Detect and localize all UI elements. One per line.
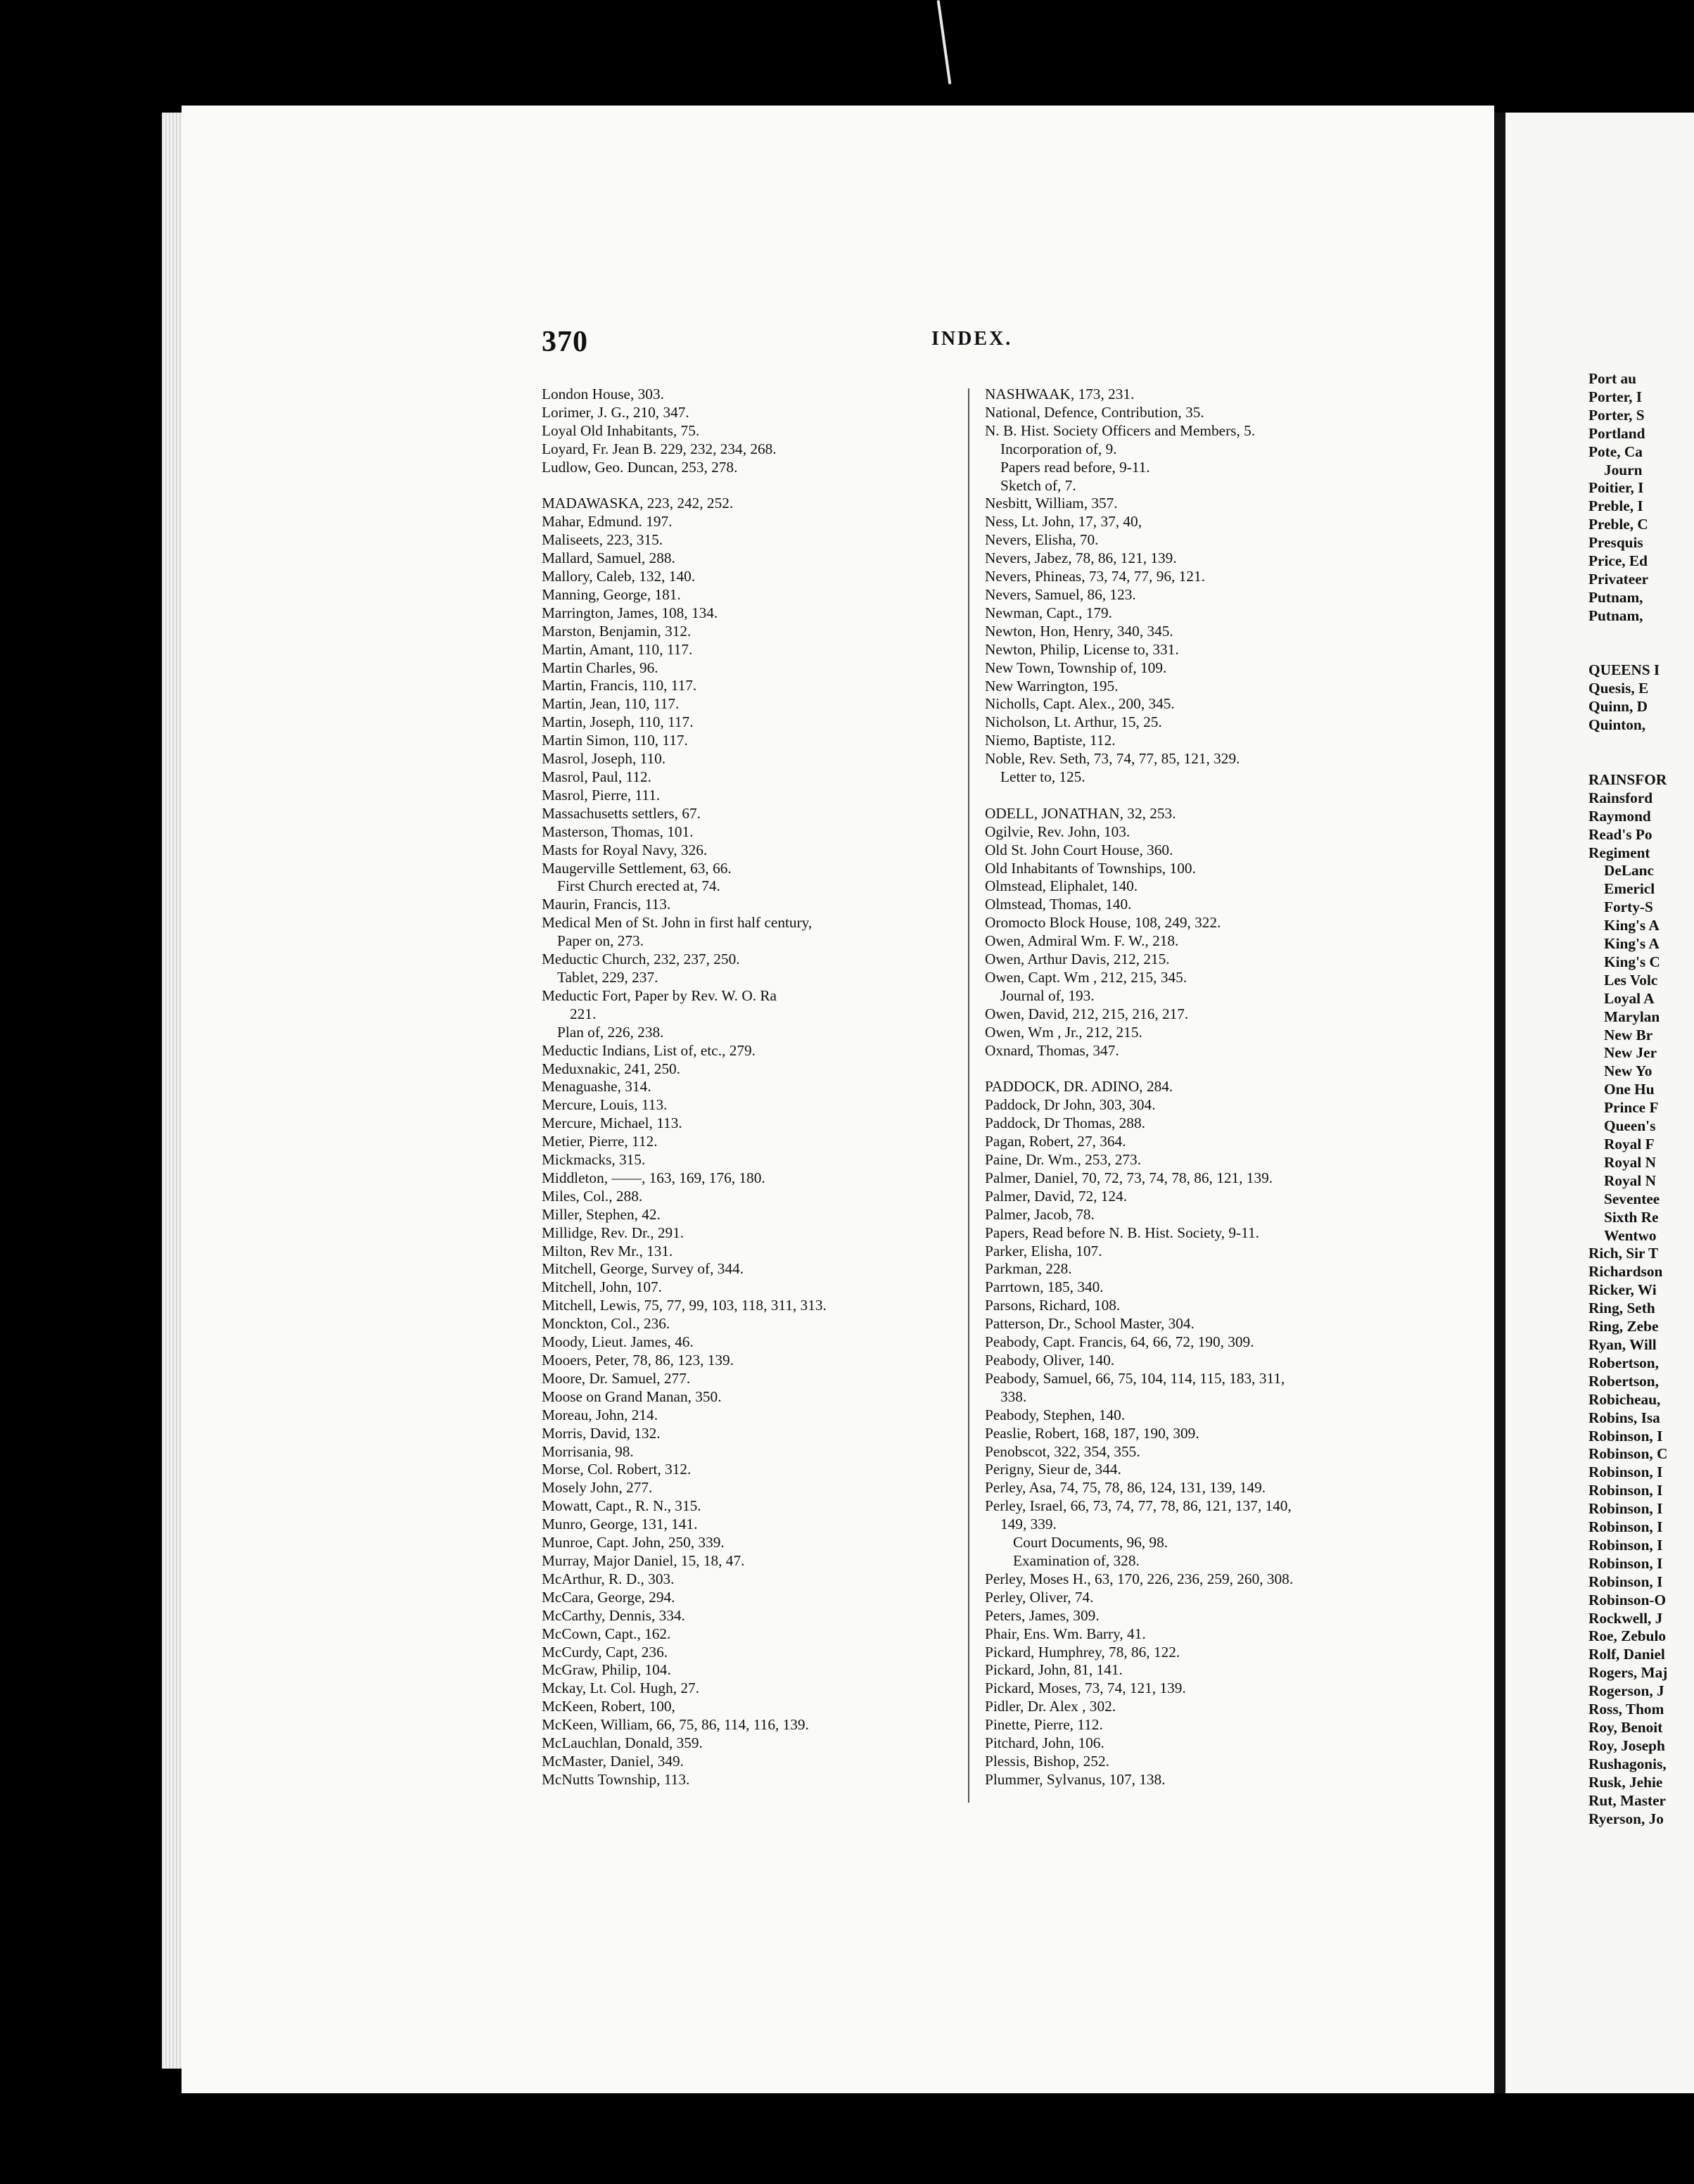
index-entry: Pickard, Humphrey, 78, 86, 122. [985,1643,1180,1661]
index-entry: Rushagonis, [1588,1755,1667,1772]
index-entry: Portland [1588,424,1645,442]
index-entry: National, Defence, Contribution, 35. [985,403,1204,421]
index-entry: DeLanc [1604,862,1654,880]
index-entry: Quinton, [1588,716,1646,734]
index-entry: Preble, I [1588,497,1643,515]
index-entry: Nesbitt, William, 357. [985,495,1118,512]
index-entry: Roy, Benoit [1588,1719,1663,1736]
index-entry: Rogers, Maj [1588,1664,1668,1682]
index-entry: Perley, Asa, 74, 75, 78, 86, 124, 131, 139, 149. [985,1479,1266,1497]
index-entry: Peabody, Samuel, 66, 75, 104, 114, 115, 183, 311, [985,1369,1285,1387]
index-entry: Nevers, Samuel, 86, 123. [985,585,1136,603]
index-entry: Phair, Ens. Wm. Barry, 41. [985,1625,1146,1642]
index-entry: Mickmacks, 315. [542,1151,646,1169]
index-entry: Miller, Stephen, 42. [542,1205,661,1223]
index-entry: Plan of, 226, 238. [557,1023,664,1041]
index-entry: Robinson-O [1588,1591,1667,1608]
index-entry: Rich, Sir T [1588,1245,1659,1262]
index-entry: Rolf, Daniel [1588,1646,1665,1663]
index-entry [985,1060,1435,1079]
index-entry: Loyal Old Inhabitants, 75. [542,421,700,439]
index-entry: Parkman, 228. [985,1260,1072,1278]
index-entry: Owen, Capt. Wm , 212, 215, 345. [985,968,1187,986]
index-entry: Monckton, Col., 236. [542,1315,670,1333]
index-entry: Mooers, Peter, 78, 86, 123, 139. [542,1352,734,1369]
index-entry: Seventee [1604,1190,1660,1207]
index-entry: Robinson, I [1588,1500,1663,1518]
index-entry: Quesis, E [1588,680,1649,697]
index-entry: Journal of, 193. [1000,986,1095,1004]
index-entry: Pidler, Dr. Alex , 302. [985,1698,1116,1715]
index-entry: Mowatt, Capt., R. N., 315. [542,1497,701,1515]
index-entry: Patterson, Dr., School Master, 304. [985,1315,1195,1333]
index-entry: Paddock, Dr Thomas, 288. [985,1115,1145,1132]
index-entry: Palmer, Daniel, 70, 72, 73, 74, 78, 86, 121, 139. [985,1169,1273,1186]
index-entry: Olmstead, Thomas, 140. [985,896,1132,913]
index-entry: Mitchell, Lewis, 75, 77, 99, 103, 118, 311, 313. [542,1297,827,1314]
index-entry: Palmer, David, 72, 124. [985,1187,1128,1205]
page-edge-shadow [162,113,183,2069]
index-entry: Pickard, Moses, 73, 74, 121, 139. [985,1680,1186,1697]
index-entry: 338. [1000,1388,1027,1405]
index-entry: Morrisania, 98. [542,1442,634,1460]
index-entry [1588,626,1694,644]
index-entry: Roy, Joseph [1588,1737,1665,1754]
index-entry: Marrington, James, 108, 134. [542,604,718,621]
index-entry: Martin, Amant, 110, 117. [542,640,693,658]
index-entry: Millidge, Rev. Dr., 291. [542,1224,684,1241]
index-entry: Sketch of, 7. [1000,476,1076,494]
index-entry: Robinson, I [1588,1536,1663,1554]
index-entry: Read's Po [1588,825,1652,843]
index-entry: Emericl [1604,880,1655,898]
index-entry: Robins, Isa [1588,1409,1660,1426]
index-entry: Examination of, 328. [1013,1551,1140,1569]
index-entry: Marylan [1604,1008,1660,1025]
index-entry: Pickard, John, 81, 141. [985,1661,1123,1679]
index-entry: Papers read before, 9-11. [1000,458,1150,476]
index-entry: Martin, Francis, 110, 117. [542,677,697,694]
index-entry: Paper on, 273. [557,932,644,950]
index-entry: King's A [1604,935,1660,953]
index-entry: ODELL, JONATHAN, 32, 253. [985,804,1176,822]
index-entry: Medical Men of St. John in first half century, [542,914,813,932]
index-entry: 221. [570,1005,597,1022]
index-entry [985,787,1435,805]
index-entry: Newman, Capt., 179. [985,604,1112,621]
index-entry: Mercure, Michael, 113. [542,1115,682,1132]
index-entry: Middleton, ——, 163, 169, 176, 180. [542,1169,765,1186]
index-entry: Pinette, Pierre, 112. [985,1716,1103,1734]
index-entry: Martin, Jean, 110, 117. [542,695,680,713]
index-entry: Meductic Indians, List of, etc., 279. [542,1041,756,1059]
index-entry: Owen, Arthur Davis, 212, 215. [985,951,1170,968]
index-entry: New Jer [1604,1044,1657,1062]
index-entry: Putnam, [1588,607,1643,624]
index-entry: Privateer [1588,570,1649,588]
index-entry: Owen, Wm , Jr., 212, 215. [985,1023,1142,1041]
index-entry: Robinson, I [1588,1573,1663,1590]
index-entry: McCown, Capt., 162. [542,1625,671,1642]
index-entry: Martin, Joseph, 110, 117. [542,713,694,731]
index-entry: Ricker, Wi [1588,1281,1657,1299]
index-entry: King's A [1604,917,1660,934]
index-entry: Murray, Major Daniel, 15, 18, 47. [542,1551,745,1569]
index-entry: Plessis, Bishop, 252. [985,1752,1109,1770]
index-entry: King's C [1604,953,1660,970]
index-entry: Owen, Admiral Wm. F. W., 218. [985,932,1179,950]
index-entry: Paine, Dr. Wm., 253, 273. [985,1151,1142,1169]
index-entry: Old St. John Court House, 360. [985,841,1173,858]
index-entry: Royal N [1604,1172,1656,1189]
index-entry [1588,644,1694,662]
index-entry: Peters, James, 309. [985,1606,1100,1624]
index-entry [542,477,964,495]
index-entry: Pagan, Robert, 27, 364. [985,1133,1126,1150]
book-gutter [1494,113,1505,2097]
index-entry: Poitier, I [1588,479,1644,497]
index-entry: Masrol, Paul, 112. [542,768,651,786]
index-entry: Mallard, Samuel, 288. [542,550,675,567]
index-entry: Mahar, Edmund. 197. [542,513,673,531]
index-entry: Ring, Seth [1588,1300,1655,1317]
index-entry: Royal N [1604,1153,1656,1171]
index-entry: One Hu [1604,1081,1655,1098]
index-entry: Ryerson, Jo [1588,1810,1664,1827]
index-entry: Peaslie, Robert, 168, 187, 190, 309. [985,1424,1199,1442]
index-entry: Sixth Re [1604,1208,1659,1226]
index-entry: Moore, Dr. Samuel, 277. [542,1369,691,1387]
index-entry: Parsons, Richard, 108. [985,1297,1121,1314]
index-entry: 149, 339. [1000,1516,1057,1533]
scan-bottom-border [162,2093,1694,2184]
index-entry: McCarthy, Dennis, 334. [542,1606,685,1624]
index-entry: Quinn, D [1588,698,1648,716]
index-entry: Presquis [1588,534,1643,552]
index-entry: Masrol, Pierre, 111. [542,786,661,804]
index-entry: Owen, David, 212, 215, 216, 217. [985,1005,1189,1022]
index-entry: London House, 303. [542,386,664,402]
index-entry: Robinson, I [1588,1464,1663,1481]
index-entry: Loyard, Fr. Jean B. 229, 232, 234, 268. [542,440,777,457]
index-entry: Journ [1604,461,1643,478]
index-entry: Ryan, Will [1588,1335,1657,1353]
page-number: 370 [542,326,588,358]
index-entry: Parrtown, 185, 340. [985,1278,1104,1296]
index-entry: Martin Simon, 110, 117. [542,732,688,749]
index-entry: Palmer, Jacob, 78. [985,1205,1095,1223]
index-entry: Rusk, Jehie [1588,1773,1663,1791]
index-entry: McArthur, R. D., 303. [542,1570,675,1587]
index-column-right [985,386,1435,1789]
index-entry: Marston, Benjamin, 312. [542,622,692,640]
index-entry: Nevers, Phineas, 73, 74, 77, 96, 121. [985,568,1205,585]
index-entry: Royal F [1604,1136,1655,1153]
index-entry: Robertson, [1588,1372,1659,1390]
index-entry [1588,753,1694,771]
index-entry: Porter, I [1588,388,1643,405]
index-entry: Putnam, [1588,588,1643,606]
index-entry: Masrol, Joseph, 110. [542,750,666,768]
running-head: INDEX. [931,328,1013,350]
index-entry: Robertson, [1588,1354,1659,1371]
index-column-facing-page [1588,370,1694,1828]
index-entry: Tablet, 229, 237. [557,968,658,986]
index-entry: Porter, S [1588,406,1645,424]
index-entry: RAINSFOR [1588,770,1667,788]
index-entry: Masts for Royal Navy, 326. [542,841,708,858]
index-entry: Pitchard, John, 106. [985,1734,1104,1752]
index-entry: New Br [1604,1026,1653,1043]
index-entry: Price, Ed [1588,552,1648,570]
index-entry: Ogilvie, Rev. John, 103. [985,823,1131,840]
index-entry: Incorporation of, 9. [1000,440,1117,457]
index-entry: Mitchell, John, 107. [542,1278,662,1296]
index-entry: Prince F [1604,1099,1659,1117]
index-entry: Menaguashe, 314. [542,1078,651,1096]
index-entry: McCara, George, 294. [542,1588,675,1606]
index-entry: Regiment [1588,844,1650,861]
index-entry: Parker, Elisha, 107. [985,1242,1102,1259]
index-entry: Nicholson, Lt. Arthur, 15, 25. [985,713,1162,731]
index-entry: Robinson, I [1588,1518,1663,1536]
index-entry: QUEENS I [1588,661,1660,679]
index-entry: Robinson, I [1588,1427,1663,1445]
index-entry: McKeen, William, 66, 75, 86, 114, 116, 139. [542,1716,809,1734]
index-entry: Roe, Zebulo [1588,1627,1667,1645]
index-entry: First Church erected at, 74. [557,877,720,895]
index-entry: McLauchlan, Donald, 359. [542,1734,703,1752]
index-entry: Mercure, Louis, 113. [542,1096,668,1114]
index-entry: New Town, Township of, 109. [985,659,1167,676]
index-entry: Masterson, Thomas, 101. [542,823,694,840]
index-entry: Robinson, C [1588,1445,1668,1463]
index-entry: Newton, Philip, License to, 331. [985,640,1179,658]
index-entry: Miles, Col., 288. [542,1187,643,1205]
index-entry: Meductic Fort, Paper by Rev. W. O. Ra [542,986,777,1004]
index-entry: Oromocto Block House, 108, 249, 322. [985,914,1221,932]
index-entry: Pote, Ca [1588,443,1643,460]
index-entry: Munroe, Capt. John, 250, 339. [542,1534,725,1551]
index-entry: Olmstead, Eliphalet, 140. [985,877,1138,895]
index-entry: Perley, Oliver, 74. [985,1588,1094,1606]
index-entry: McCurdy, Capt, 236. [542,1643,668,1661]
index-entry: Munro, George, 131, 141. [542,1516,698,1533]
index-entry: Letter to, 125. [1000,768,1085,786]
index-entry: Rainsford [1588,789,1653,806]
index-entry: Wentwo [1604,1226,1657,1244]
index-entry: Paddock, Dr John, 303, 304. [985,1096,1156,1114]
index-entry: Moose on Grand Manan, 350. [542,1388,722,1405]
index-entry: Queen's [1604,1117,1656,1135]
index-entry: Metier, Pierre, 112. [542,1133,658,1150]
index-entry: Old Inhabitants of Townships, 100. [985,859,1196,877]
index-entry: Rockwell, J [1588,1609,1663,1627]
index-entry: Lorimer, J. G., 210, 347. [542,403,689,421]
index-entry: Mckay, Lt. Col. Hugh, 27. [542,1680,699,1697]
index-entry: Meduxnakic, 241, 250. [542,1060,680,1077]
index-column-left [542,386,964,1789]
index-entry: Ludlow, Geo. Duncan, 253, 278. [542,458,738,476]
index-entry: Papers, Read before N. B. Hist. Society, 9-11. [985,1224,1259,1241]
index-entry: Maugerville Settlement, 63, 66. [542,859,732,877]
index-entry: MADAWASKA, 223, 242, 252. [542,495,734,512]
index-entry: Peabody, Oliver, 140. [985,1352,1115,1369]
index-entry: Mosely John, 277. [542,1479,653,1497]
index-entry: Loyal A [1604,989,1655,1007]
index-entry: Newton, Hon, Henry, 340, 345. [985,622,1173,640]
index-entry: McMaster, Daniel, 349. [542,1752,684,1770]
index-entry: Morse, Col. Robert, 312. [542,1461,692,1478]
index-entry: Les Volc [1604,971,1658,989]
index-entry: Noble, Rev. Seth, 73, 74, 77, 85, 121, 329. [985,750,1240,768]
index-entry [1588,735,1694,753]
index-entry: Court Documents, 96, 98. [1013,1534,1168,1551]
index-entry: Rut, Master [1588,1791,1666,1809]
film-scratch [937,0,952,84]
index-entry: Nevers, Elisha, 70. [985,531,1099,549]
index-entry: Morris, David, 132. [542,1424,661,1442]
index-entry: Preble, C [1588,516,1648,533]
index-entry: Ross, Thom [1588,1701,1664,1718]
index-entry: Robinson, I [1588,1554,1663,1572]
index-entry: Massachusetts settlers, 67. [542,804,701,822]
index-entry: Perley, Israel, 66, 73, 74, 77, 78, 86, 121, 137, 140, [985,1497,1292,1515]
index-entry: McKeen, Robert, 100, [542,1698,675,1715]
index-entry: Perigny, Sieur de, 344. [985,1461,1121,1478]
index-entry: Raymond [1588,807,1651,825]
index-entry: Oxnard, Thomas, 347. [985,1041,1119,1059]
index-entry: PADDOCK, DR. ADINO, 284. [985,1078,1173,1096]
index-entry: Martin Charles, 96. [542,659,658,676]
index-entry: Robicheau, [1588,1390,1661,1408]
index-entry: N. B. Hist. Society Officers and Members, 5. [985,421,1256,439]
index-entry: McGraw, Philip, 104. [542,1661,671,1679]
index-entry: Robinson, I [1588,1482,1663,1499]
index-entry: Peabody, Stephen, 140. [985,1406,1126,1423]
index-entry: Plummer, Sylvanus, 107, 138. [985,1770,1166,1788]
index-entry: Peabody, Capt. Francis, 64, 66, 72, 190, 309. [985,1333,1254,1351]
index-entry: Maurin, Francis, 113. [542,896,671,913]
index-entry: Richardson [1588,1263,1663,1281]
index-entry: Maliseets, 223, 315. [542,531,663,549]
index-entry: Milton, Rev Mr., 131. [542,1242,673,1259]
index-entry: Nevers, Jabez, 78, 86, 121, 139. [985,550,1177,567]
index-entry: Moreau, John, 214. [542,1406,658,1423]
index-entry: Nicholls, Capt. Alex., 200, 345. [985,695,1175,713]
index-entry: New Yo [1604,1062,1652,1080]
index-entry: Manning, George, 181. [542,585,681,603]
index-entry: Rogerson, J [1588,1682,1664,1700]
index-entry: Mallory, Caleb, 132, 140. [542,568,696,585]
index-entry: Mitchell, George, Survey of, 344. [542,1260,744,1278]
index-entry: Niemo, Baptiste, 112. [985,732,1116,749]
column-rule [968,388,969,1803]
index-entry: Perley, Moses H., 63, 170, 226, 236, 259, 260, 308. [985,1570,1294,1587]
index-entry: Port au [1588,370,1637,387]
index-entry: NASHWAAK, 173, 231. [985,386,1135,402]
index-entry: Ness, Lt. John, 17, 37, 40, [985,513,1142,531]
index-entry: Penobscot, 322, 354, 355. [985,1442,1140,1460]
index-entry: McNutts Township, 113. [542,1770,690,1788]
index-entry: New Warrington, 195. [985,677,1119,694]
index-entry: Forty-S [1604,899,1653,916]
index-entry: Moody, Lieut. James, 46. [542,1333,694,1351]
index-entry: Meductic Church, 232, 237, 250. [542,951,740,968]
index-entry: Ring, Zebe [1588,1318,1659,1335]
